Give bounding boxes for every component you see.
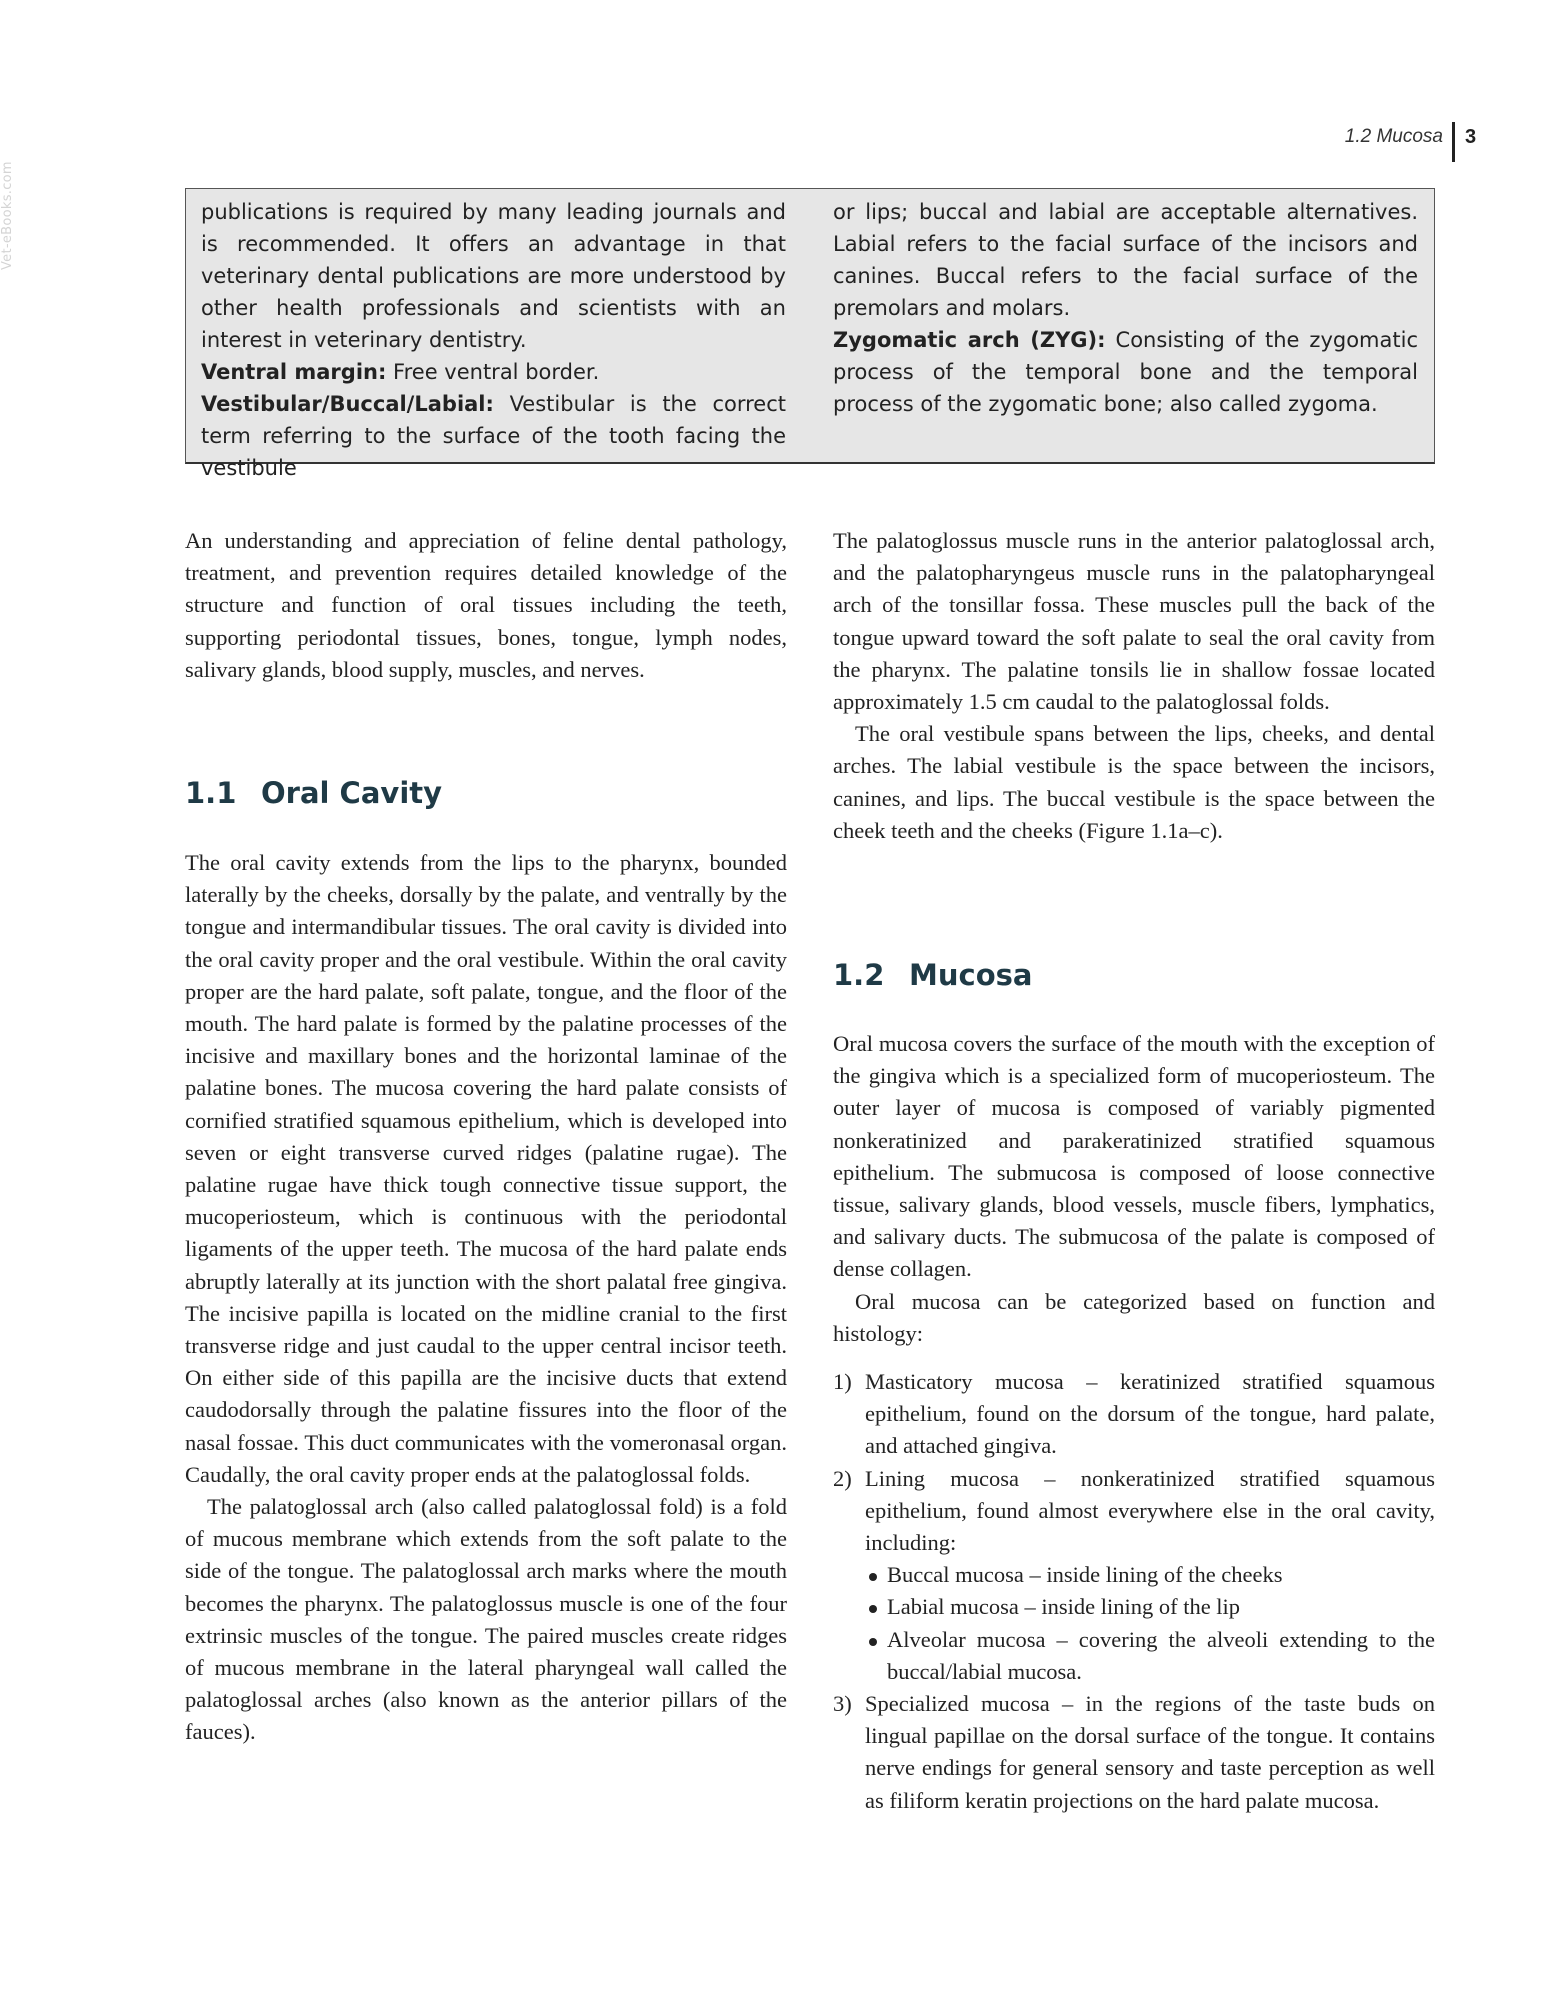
lining-mucosa-sublist [865,1559,1435,1688]
mucosa-body [833,1028,1435,1817]
list-marker: 3) [833,1691,852,1717]
list-item-text: Masticatory mucosa – keratinized stratified squamous epithelium, found on the dorsum of the tongue, hard palate, and attached gingiva. [865,1369,1435,1459]
section-heading-1-2 [833,958,1435,992]
body-paragraph: The oral cavity extends from the lips to the pharynx, bounded laterally by the cheeks, dorsally by the palate, and ventrally by the tongue and intermandibular tissues. The oral cavity is divided into the oral cavity proper and the oral vestibule. Within the oral cavity proper are the hard palate, soft palate, tongue, and the floor of the mouth. The hard palate is formed by the palatine processes of the incisive and maxillary bones and the horizontal laminae of the palatine bones. The mucosa covering the hard palate consists of cornified stratified squamous epithelium, which is developed into seven or eight transverse curved ridges (palatine rugae). The palatine rugae have thick tough connective tissue support, the mucoperiosteum, which is continuous with the periodontal ligaments of the upper teeth. The mucosa of the hard palate ends abruptly laterally at its junction with the short palatal free gingiva. The incisive papilla is located on the midline cranial to the first transverse ridge and just caudal to the upper central incisor teeth. On either side of this papilla are the incisive ducts that extend caudodorsally through the palatine fissures into the floor of the nasal fossae. This duct communicates with the vomeronasal organ. Caudally, the oral cavity proper ends at the palatoglossal folds. [185,850,787,1487]
section-number: 1.2 [833,958,885,992]
oral-cavity-body [185,847,787,1749]
bullet-item: Buccal mucosa – inside lining of the cheeks [865,1559,1435,1591]
glossary-box-right-column [833,196,1418,420]
header-divider [1452,122,1455,162]
glossary-term: Vestibular/Buccal/Labial: [201,392,494,416]
oral-cavity-continued [833,525,1435,847]
list-item-text: Lining mucosa – nonkeratinized stratified squamous epithelium, found almost everywhere else in the oral cavity, including: [865,1465,1435,1556]
running-header [0,122,1565,162]
glossary-definition: Free ventral border. [386,360,600,384]
section-number: 1.1 [185,776,237,810]
body-paragraph: Oral mucosa covers the surface of the mouth with the exception of the gingiva which is a specialized form of mucoperiosteum. The outer layer of mucosa is composed of variably pigmented nonkeratinized and parakeratinized stratified squamous epithelium. The submucosa is composed of loose connective tissue, salivary glands, blood vessels, muscle fibers, lymphatics, and salivary ducts. The submucosa of the palate is composed of dense collagen. [833,1031,1435,1282]
bullet-item: Labial mucosa – inside lining of the lip [865,1591,1435,1623]
glossary-term: Ventral margin: [201,360,387,384]
section-heading-1-1 [185,776,787,810]
body-paragraph: The oral vestibule spans between the lips, cheeks, and dental arches. The labial vestibule is the space between the incisors, canines, and lips. The buccal vestibule is the space between the cheek teeth and the cheeks (Figure 1.1a–c). [833,721,1435,843]
watermark: Vet-eBooks.com [0,161,15,270]
glossary-box-left-column [201,196,786,484]
glossary-entry-ventral [201,356,786,388]
page-number: 3 [1465,126,1477,148]
mucosa-type-list [833,1366,1435,1817]
body-paragraph: Oral mucosa can be categorized based on function and histology: [833,1288,1435,1346]
glossary-entry-zygomatic [833,324,1418,420]
glossary-entry-vestibular [201,388,786,484]
body-paragraph: The palatoglossus muscle runs in the anterior palatoglossal arch, and the palatopharyngeus muscle runs in the palatopharyngeal arch of the tonsillar fossa. These muscles pull the back of the tongue upward toward the soft palate to seal the oral cavity from the pharynx. The palatine tonsils lie in shallow fossae located approximately 1.5 cm caudal to the palatoglossal folds. [833,528,1435,715]
running-title: 1.2 Mucosa [1344,126,1443,147]
bullet-item: Alveolar mucosa – covering the alveoli extending to the buccal/labial mucosa. [865,1624,1435,1688]
glossary-term: Zygomatic arch (ZYG): [833,328,1106,352]
glossary-box [185,188,1435,480]
glossary-paragraph: or lips; buccal and labial are acceptable alternatives. Labial refers to the facial surface of the incisors and canines. Buccal refers to the facial surface of the premolars and molars. [833,200,1418,320]
glossary-paragraph: publications is required by many leading journals and is recommended. It offers an advantage in that veterinary dental publications are more understood by other health professionals and scientists with an interest in veterinary dentistry. [201,200,786,352]
list-item-text: Specialized mucosa – in the regions of the taste buds on lingual papillae on the dorsal surface of the tongue. It contains nerve endings for general sensory and taste perception as well as filiform keratin projections on the hard palate mucosa. [865,1691,1435,1813]
list-marker: 1) [833,1369,852,1395]
list-item [833,1463,1435,1688]
intro-block [185,525,787,686]
section-title: Mucosa [909,958,1033,992]
body-paragraph: The palatoglossal arch (also called palatoglossal fold) is a fold of mucous membrane which extends from the soft palate to the side of the tongue. The palatoglossal arch marks where the mouth becomes the pharynx. The palatoglossus muscle is one of the four extrinsic muscles of the tongue. The paired muscles create ridges of mucous membrane in the lateral pharyngeal wall called the palatoglossal arches (also known as the anterior pillars of the fauces). [185,1494,787,1745]
glossary-definition: Vestibular is the correct term referring to the surface of the tooth facing the vestibule [201,392,786,480]
section-title: Oral Cavity [261,776,443,810]
intro-paragraph: An understanding and appreciation of feline dental pathology, treatment, and prevention requires detailed knowledge of the structure and function of oral tissues including the teeth, supporting periodontal tissues, bones, tongue, lymph nodes, salivary glands, blood supply, muscles, and nerves. [185,528,787,682]
list-item [833,1366,1435,1463]
glossary-definition: Consisting of the zygomatic process of the temporal bone and the temporal process of the zygomatic bone; also called zygoma. [833,328,1418,416]
list-item [833,1688,1435,1817]
list-marker: 2) [833,1465,852,1491]
